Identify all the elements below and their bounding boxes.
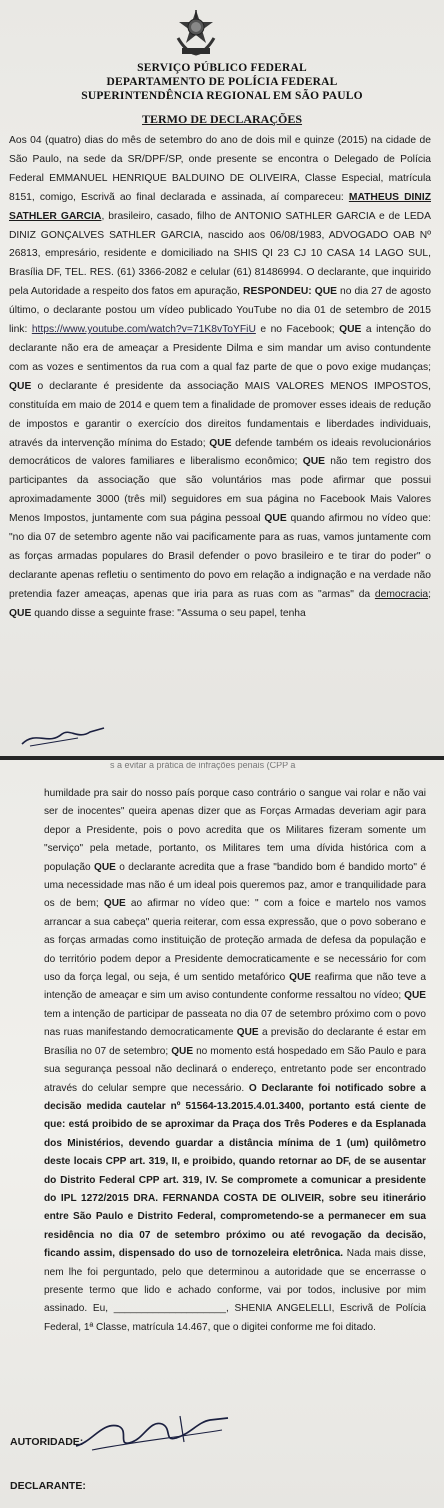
body-text: ao afirmar no vídeo que: " com a foice e martelo nos vamos arrancar a sua cabeça" queria reiterar, com essa expressão, que o povo soberano e as forças armadas como instituição de proteção armada de defesa da população e do território podem depor a Presidente democraticamente e se necessário for com uso da força legal, ou seja, é um sentido metafórico (44, 898, 426, 984)
body-text: não tem registro dos participantes da associação que são voluntários mas pode afirmar que possui aproximadamente 3000 (três mil) seguidores em sua página no Facebook Mais Valores Menos Impostos, juntamente com sua página pessoal (9, 456, 431, 525)
body-text: tem a intenção de participar de passeata no dia 07 de setembro próximo com o povo nas ruas manifestando democraticamente (44, 1008, 426, 1039)
authority-label: AUTORIDADE: (10, 1436, 84, 1448)
body-text: Aos 04 (quatro) dias do mês de setembro do ano de dois mil e quinze (2015) na cidade de São Paulo, na sede da SR/DPF/SP, onde presente se encontra o Delegado de Polícia Federal EMMANUEL HENRIQUE BALDUINO DE OLIVEIRA, Classe Especial, matrícula 8151, comigo, Escrivã ao final declarada e assinada, aí compareceu: (9, 135, 431, 203)
body-text: humildade pra sair do nosso país porque caso contrário o sangue vai rolar e não vai ser de inocentes" queira apenas dizer que as Forças Armadas deveriam agir para depor a Presidente, pois o povo acredita que os Militares fizeram somente um "serviço" pela metade, portanto, os Militares tem uma dívida histórica com a população (44, 788, 426, 873)
declarant-label: DECLARANTE: (10, 1480, 86, 1492)
keyword-respondeu: RESPONDEU: (243, 286, 312, 298)
keyword-que: QUE (302, 456, 326, 468)
keyword-que: QUE (9, 380, 32, 392)
body-text: o declarante acredita que a frase "bandido bom é bandido morto" é uma necessidade mas não é um ideal pois queremos paz, amor e tranquilidade para os de bem; (44, 861, 427, 910)
document-page-2 (0, 760, 444, 1508)
body-text: , brasileiro, casado, filho de ANTONIO SATHLER GARCIA e de LEDA DINIZ GONÇALVES SATHLER GARCIA, nascido aos 06/08/1983, ADVOGADO OAB Nº 26813, empresário, residente e domiciliado na SHIS QI 23 CJ 10 CASA 14 LAGO SUL, Brasília DF, TEL. RES. (61) 3366-2082 e celular (61) 81486994. O declarante, que inquirido pela Autoridade a respeito dos fatos em apuração, (9, 210, 431, 298)
body-text: defende também os ideais revolucionários democráticos de valores familiares e liberalismo econômico; (9, 437, 431, 468)
keyword-que: QUE (209, 437, 232, 449)
keyword-que: QUE (171, 1045, 194, 1057)
keyword-que: QUE (9, 607, 32, 619)
body-text: ; (428, 588, 431, 600)
keyword-que: QUE (314, 286, 338, 298)
body-text: reafirma que não teve a intenção de ameaçar e sim um aviso contundente conforme ressaltou no vídeo; (44, 972, 426, 1002)
declarant-name: MATHEUS DINIZ SATHLER GARCIA (9, 191, 431, 222)
declaration-body-2 (44, 785, 426, 1337)
body-text: e no Facebook; (255, 324, 340, 336)
body-text: a previsão do declarante é estar em Brasília no 07 de setembro; (44, 1027, 427, 1057)
document-title-text: TERMO DE DECLARAÇÕES (141, 112, 303, 126)
brazil-coat-of-arms-icon (172, 8, 220, 58)
body-text: democracia (374, 588, 429, 600)
body-text: no dia 27 de agosto último, o declarante postou um vídeo publicado YouTube no dia 01 de setembro de 2015 link: (9, 286, 431, 336)
body-text: Nada mais disse, nem lhe foi perguntado, pelo que determinou a autoridade que se encerrasse o presente termo que lido e achado conforme, vai por todos, inclusive por mim assinado. Eu, ____________________, SHENIA ANGELELLI, Escrivã de Polícia Federal, 1ª Classe, matrícula 14.467, que o digitei conforme me foi ditado. (44, 1248, 426, 1333)
header-line-2: DEPARTAMENTO DE POLÍCIA FEDERAL (106, 76, 338, 88)
keyword-que: QUE (339, 324, 362, 336)
authority-signature (72, 1412, 232, 1456)
document-title (0, 112, 444, 127)
keyword-que: QUE (289, 972, 311, 984)
keyword-que: QUE (404, 990, 426, 1002)
keyword-que: QUE (94, 861, 116, 873)
body-text: quando afirmou no vídeo que: "no dia 07 de setembro agente não vai pacificamente para as ruas, vamos juntamente com as forças armadas populares do Brasil defender o povo brasileiro e te tirar do poder" o declarante apenas refletiu o sentimento do povo em relação a indignação e na verdade não pretendia fazer ameaças, apenas que iria para as ruas com as "armas" da (9, 513, 431, 600)
body-text: a intenção do declarante não era de ameaçar a Presidente Dilma e sim mandar um aviso contundente com as vozes e sentimentos da rua com a qual faz parte de que o povo exige mudanças; (9, 324, 431, 373)
court-order-notice: O Declarante foi notificado sobre a decisão medida cautelar nº 51564-13.2015.4.01.3400, portanto está ciente de que: está proibido de se aproximar da Praça dos Três Poderes e da Esplanada dos Ministérios, devendo guardar a distância mínima de 1 (um) quilômetro deste locais CPP art. 319, II, e proibido, quando retornar ao DF, de se ausentar do Distrito Federal CPP art. 319, IV. Se compromete a comunicar a presidente do IPL 1272/2015 DRA. FERNANDA COSTA DE OLIVEIR, sobre seu itinerário entre São Paulo e Distrito Federal, comprometendo-se a permanecer em sua residência no dia 07 de setembro próximo ou até revogação da decisão, ficando assim, dispensado do uso de tornozeleira eletrônica. (44, 1082, 426, 1260)
keyword-que: QUE (103, 898, 126, 910)
header-line-3: SUPERINTENDÊNCIA REGIONAL EM SÃO PAULO (81, 90, 363, 102)
initials-signature (18, 724, 108, 750)
body-text: o declarante é presidente da associação MAIS VALORES MENOS IMPOSTOS, constituída em maio de 2014 e quem tem a finalidade de promover esses ideais de redução de impostos e garantir o exercício dos direitos fundamentais e liberdades individuais, através da intervenção mínima do Estado; (9, 380, 431, 449)
cut-off-previous-line: s a evitar a prática de infrações penais (CPP a (110, 762, 296, 770)
header-line-1: SERVIÇO PÚBLICO FEDERAL (137, 62, 307, 74)
declaration-body-1 (9, 132, 431, 624)
body-text: quando disse a seguinte frase: "Assuma o seu papel, tenha (31, 607, 306, 619)
body-text: no momento está hospedado em São Paulo e para sua segurança pessoal não declinará o endereço, entretanto pode ser encontrado através do celular sempre que necessário. (44, 1045, 426, 1094)
keyword-que: QUE (264, 513, 287, 525)
youtube-link[interactable]: https://www.youtube.com/watch?v=71K8vToYFiU (31, 324, 256, 336)
keyword-que: QUE (236, 1027, 259, 1039)
